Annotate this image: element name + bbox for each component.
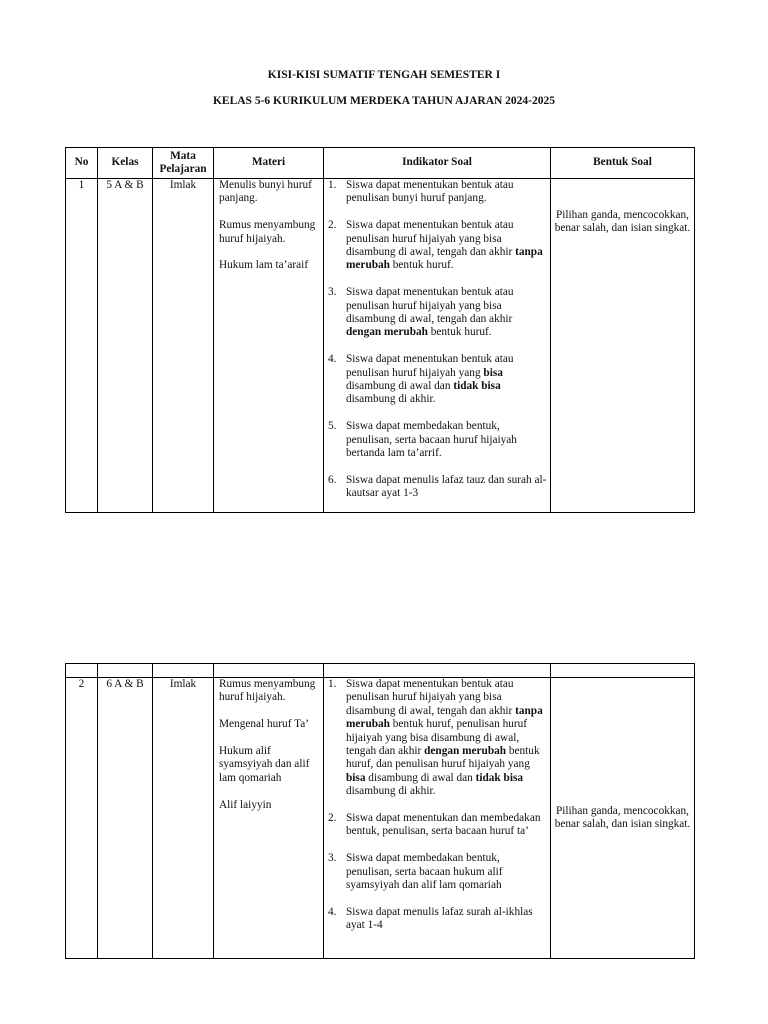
indikator-text-bold: tidak bisa [453, 380, 501, 393]
indikator-item [327, 906, 547, 933]
indikator-number: 3. [328, 286, 337, 299]
empty-cell [324, 664, 551, 678]
indikator-text-bold: tidak bisa [475, 771, 523, 784]
indikator-number: 1. [328, 678, 337, 690]
cell-kelas: 5 A & B [98, 179, 153, 513]
indikator-text-bold: tanpa merubah [346, 704, 543, 731]
indikator-item [327, 852, 547, 892]
document-title: KISI-KISI SUMATIF TENGAH SEMESTER I [267, 69, 501, 81]
indikator-text: Siswa dapat menulis lafaz tauz dan surah al-kautsar ayat 1-3 [346, 473, 547, 500]
indikator-item [327, 812, 547, 839]
cell-bentuk-soal [551, 678, 695, 959]
empty-cell [153, 664, 214, 678]
cell-indikator-soal [324, 179, 551, 513]
indikator-number: 2. [328, 219, 337, 232]
materi-item: Mengenal huruf Ta’ [219, 718, 309, 731]
table-header-row-empty [66, 664, 695, 678]
cell-materi [214, 678, 324, 959]
empty-cell [551, 664, 695, 678]
table-row [66, 179, 695, 513]
indikator-text: Siswa dapat menentukan bentuk atau penulisan huruf hijaiyah yang bisa disambung di awal, tengah dan akhir [346, 219, 516, 259]
document-subtitle: KELAS 5-6 KURIKULUM MERDEKA TAHUN AJARAN 2024-2025 [212, 95, 556, 107]
indikator-item [327, 179, 547, 206]
header-no: No [66, 148, 98, 179]
indikator-number: 6. [328, 473, 337, 486]
indikator-list [327, 179, 547, 501]
materi-item: Hukum alif syamsyiyah dan alif lam qomariah [219, 745, 310, 784]
indikator-item [327, 420, 547, 460]
indikator-item [327, 353, 547, 407]
indikator-number: 2. [328, 812, 337, 825]
indikator-text-bold: dengan merubah [346, 326, 428, 339]
indikator-text: Siswa dapat membedakan bentuk, penulisan, serta bacaan hukum alif syamsyiyah dan alif lam qomariah [346, 852, 503, 892]
indikator-text: bentuk huruf. [427, 326, 492, 339]
indikator-item [327, 678, 547, 799]
bentuk-soal-text: Pilihan ganda, mencocokkan, benar salah, dan isian singkat. [554, 209, 691, 235]
indikator-text: Siswa dapat menentukan bentuk atau penulisan bunyi huruf panjang. [346, 179, 514, 205]
indikator-text: Siswa dapat menentukan dan membedakan bentuk, penulisan, serta bacaan huruf ta’ [346, 812, 541, 838]
empty-cell [214, 664, 324, 678]
bentuk-soal-text: Pilihan ganda, mencocokkan, benar salah, dan isian singkat. [554, 804, 691, 830]
table-header-row [66, 148, 695, 179]
indikator-number: 1. [328, 179, 337, 191]
indikator-number: 4. [328, 905, 337, 918]
header-indikator-soal: Indikator Soal [324, 148, 551, 179]
indikator-item [327, 286, 547, 340]
header-mata-pelajaran: Mata Pelajaran [153, 148, 214, 179]
indikator-text: Siswa dapat menentukan bentuk atau penulisan huruf hijaiyah yang bisa disambung di awal, tengah dan akhir [346, 678, 516, 717]
indikator-text: Siswa dapat membedakan bentuk, penulisan, serta bacaan huruf hijaiyah bertanda lam ta’arrif. [346, 420, 517, 460]
cell-mata-pelajaran: Imlak [153, 678, 214, 959]
cell-materi [214, 179, 324, 513]
header-bentuk-soal: Bentuk Soal [551, 148, 695, 179]
cell-indikator-soal [324, 678, 551, 959]
materi-item: Hukum lam ta’araif [219, 259, 309, 272]
indikator-item [327, 474, 547, 501]
materi-item: Menulis bunyi huruf panjang. [219, 179, 312, 205]
indikator-text: bentuk huruf, dan penulisan huruf hijaiyah yang [346, 745, 540, 771]
indikator-text: disambung di awal dan [365, 771, 476, 784]
cell-mata-pelajaran: Imlak [153, 179, 214, 513]
indikator-text: disambung di akhir. [346, 785, 436, 798]
indikator-text: Siswa dapat menentukan bentuk atau penulisan huruf hijaiyah yang [346, 353, 514, 379]
indikator-list [327, 678, 547, 933]
indikator-text-bold: tanpa merubah [346, 246, 543, 272]
indikator-text: bentuk huruf, penulisan huruf hijaiyah yang bisa disambung di awal, tengah dan akhir [346, 718, 528, 758]
indikator-text: disambung di akhir. [346, 393, 436, 406]
header-kelas: Kelas [98, 148, 153, 179]
indikator-text-bold: bisa [483, 366, 503, 379]
kisi-kisi-table-continued [65, 663, 695, 959]
indikator-text: Siswa dapat menentukan bentuk atau penulisan huruf hijaiyah yang bisa disambung di awal, tengah dan akhir [346, 286, 514, 326]
cell-kelas: 6 A & B [98, 678, 153, 959]
materi-item: Rumus menyambung huruf hijaiyah. [219, 678, 316, 704]
indikator-number: 4. [328, 353, 337, 366]
materi-item: Rumus menyambung huruf hijaiyah. [219, 219, 316, 245]
empty-cell [66, 664, 98, 678]
empty-cell [98, 664, 153, 678]
indikator-number: 5. [328, 420, 337, 433]
cell-no: 1 [66, 179, 98, 513]
cell-bentuk-soal [551, 179, 695, 513]
header-materi: Materi [214, 148, 324, 179]
indikator-item [327, 219, 547, 273]
table-row [66, 678, 695, 959]
cell-no: 2 [66, 678, 98, 959]
indikator-text-bold: dengan merubah [424, 745, 507, 758]
materi-item: Alif laiyyin [219, 798, 272, 811]
kisi-kisi-table [65, 147, 695, 513]
indikator-text: Siswa dapat menulis lafaz surah al-ikhlas ayat 1-4 [346, 905, 533, 932]
indikator-number: 3. [328, 852, 337, 865]
indikator-text: bentuk huruf. [389, 259, 454, 272]
indikator-text-bold: bisa [346, 771, 366, 784]
indikator-text: disambung di awal dan [346, 380, 454, 393]
